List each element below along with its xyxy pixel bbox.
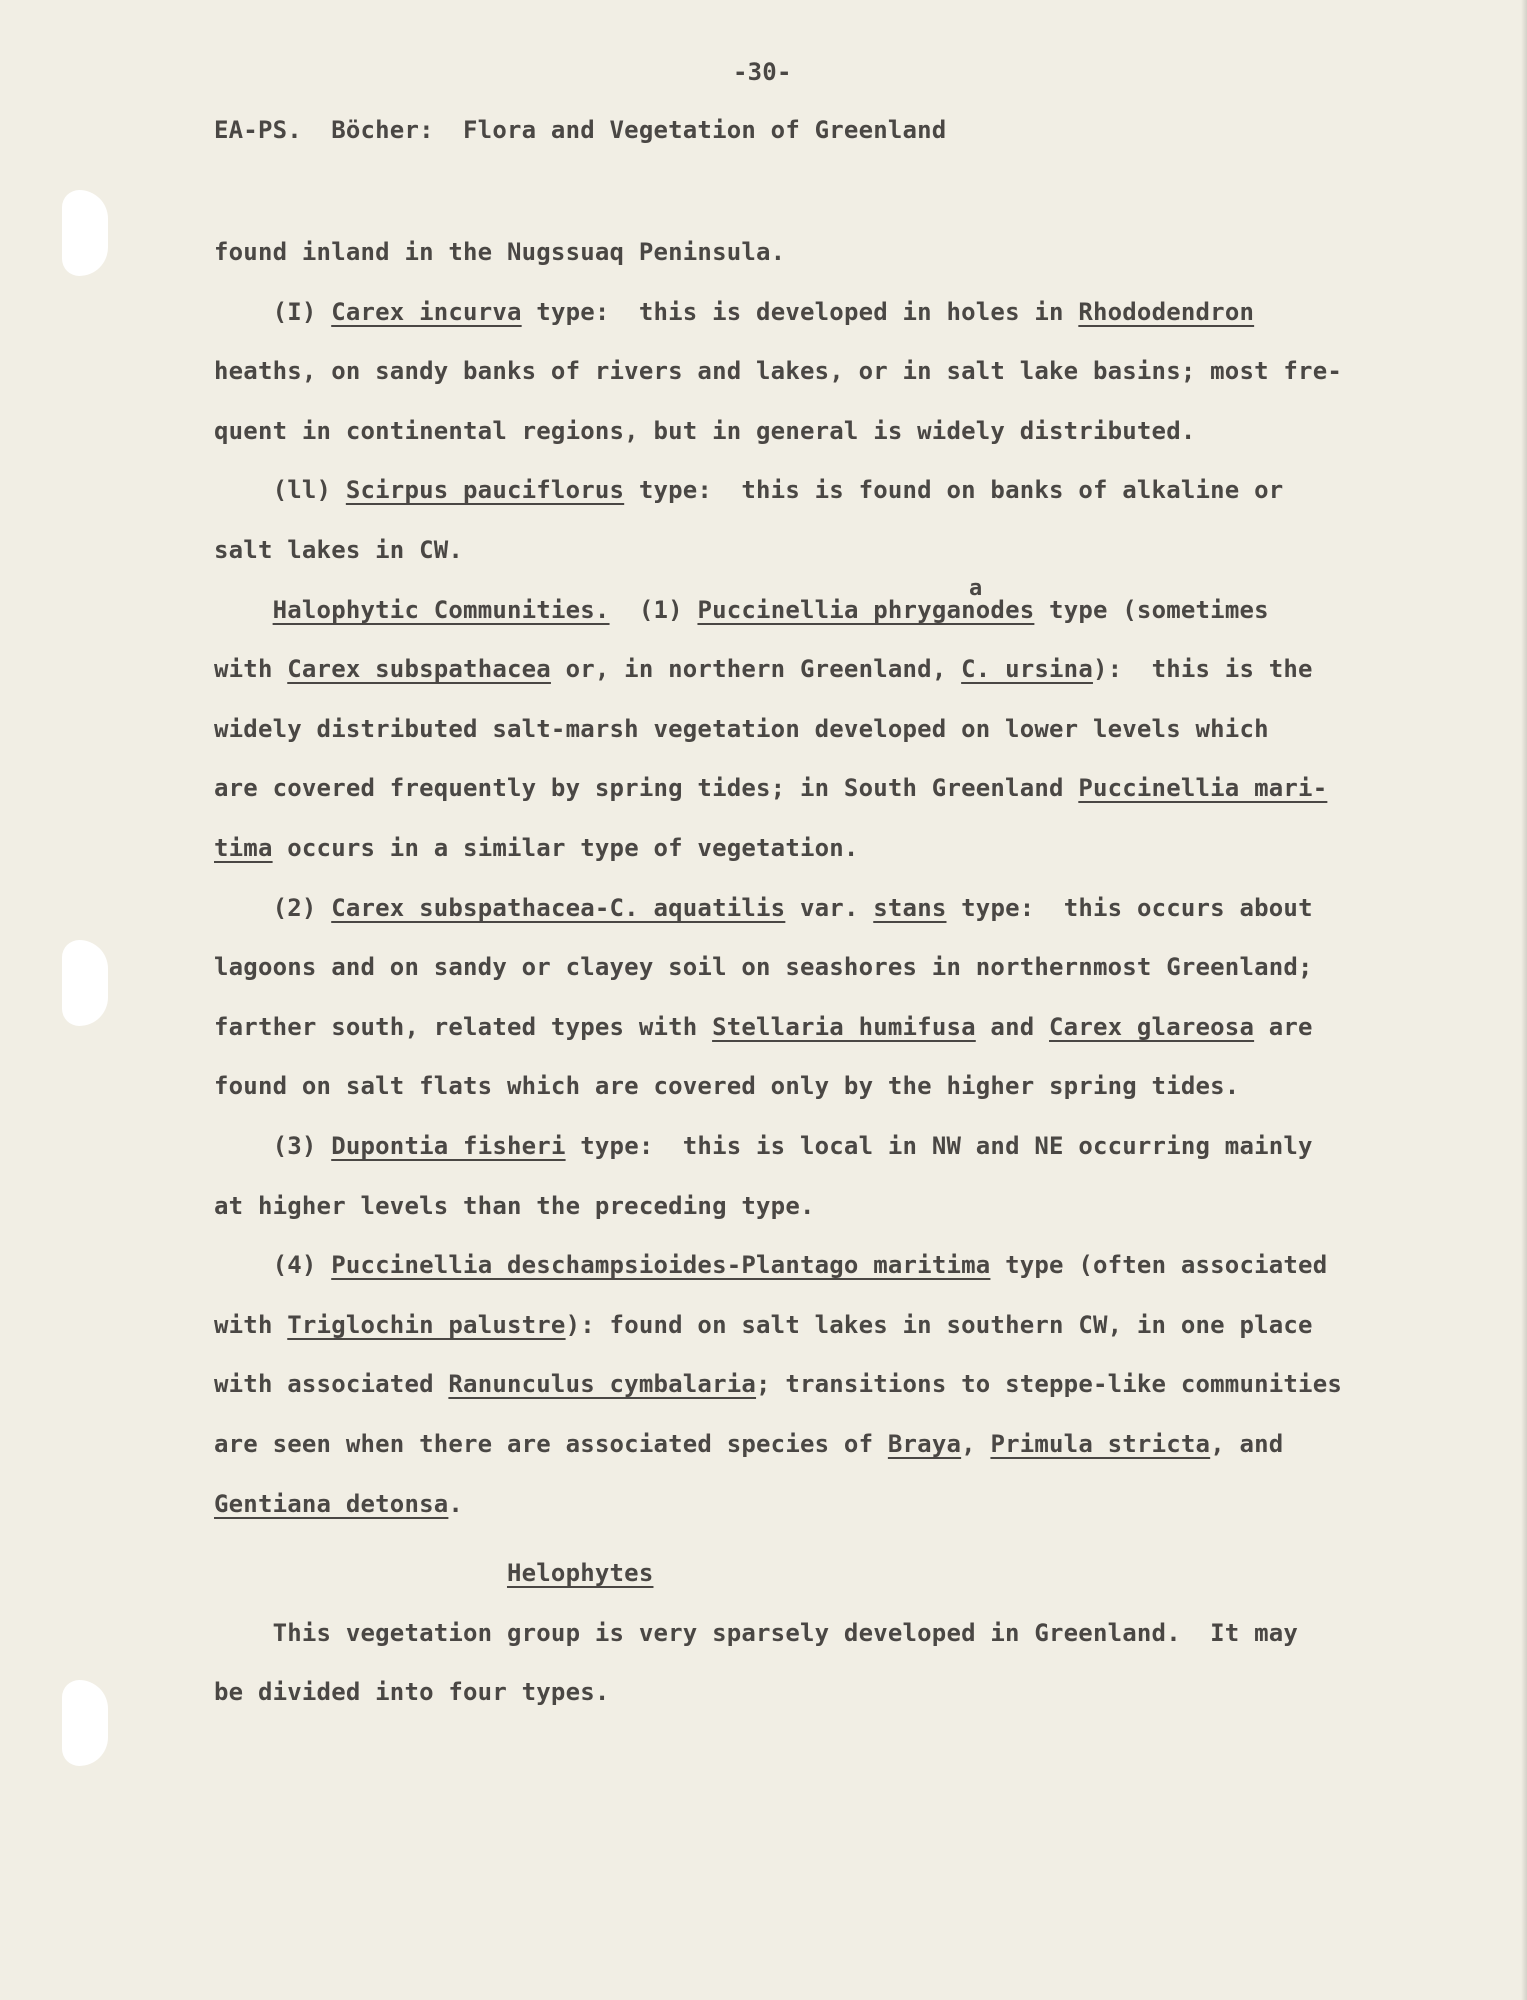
text-run: This vegetation group is very sparsely developed in Greenland. It may xyxy=(214,1619,1299,1647)
text-line xyxy=(214,834,859,862)
text-line xyxy=(214,1490,463,1518)
text-run: found inland in the Nugssuaq Peninsula. xyxy=(214,238,786,266)
underlined-term: stans xyxy=(873,894,947,922)
text-line xyxy=(214,1192,815,1220)
text-run: ): found on salt lakes in southern CW, in one place xyxy=(565,1311,1313,1339)
text-run: farther south, related types with xyxy=(214,1013,713,1041)
underlined-term: Ranunculus cymbalaria xyxy=(448,1370,757,1398)
text-run: (I) xyxy=(214,298,332,326)
text-line xyxy=(214,417,1196,445)
text-line xyxy=(214,476,1283,504)
text-run: (1) xyxy=(609,596,698,624)
text-run: type (sometimes xyxy=(1034,596,1269,624)
underlined-term: Carex incurva xyxy=(331,298,522,326)
text-run: with xyxy=(214,655,288,683)
text-run: are seen when there are associated species of xyxy=(214,1430,888,1458)
text-run: found on salt flats which are covered only by the higher spring tides. xyxy=(214,1072,1240,1100)
punch-hole xyxy=(62,1680,108,1766)
punch-hole xyxy=(62,940,108,1026)
text-run xyxy=(214,1559,507,1587)
text-run: occurs in a similar type of vegetation. xyxy=(272,834,859,862)
text-line xyxy=(214,1311,1313,1339)
text-run: type: this is found on banks of alkaline or xyxy=(624,476,1284,504)
handwritten-insertion: a xyxy=(969,576,983,601)
text-line xyxy=(214,1013,1313,1041)
underlined-term: Helophytes xyxy=(506,1559,654,1587)
underlined-term: Primula stricta xyxy=(990,1430,1211,1458)
underlined-term: Puccinellia deschampsioides-Plantago maritima xyxy=(331,1251,991,1279)
text-line xyxy=(214,1132,1313,1160)
text-run: heaths, on sandy banks of rivers and lakes, or in salt lake basins; most fre- xyxy=(214,357,1342,385)
underlined-term: tima xyxy=(214,834,273,862)
text-run: (2) xyxy=(214,894,332,922)
text-run: type: this occurs about xyxy=(946,894,1313,922)
text-run: , and xyxy=(1210,1430,1284,1458)
text-line xyxy=(214,1559,653,1587)
text-run: ; transitions to steppe-like communities xyxy=(756,1370,1342,1398)
text-line xyxy=(214,1251,1327,1279)
text-line xyxy=(214,715,1269,743)
text-run: , xyxy=(961,1430,991,1458)
text-line xyxy=(214,298,1254,326)
underlined-term: Carex subspathacea-C. aquatilis xyxy=(331,894,786,922)
text-run: (4) xyxy=(214,1251,332,1279)
text-run: widely distributed salt-marsh vegetation developed on lower levels which xyxy=(214,715,1269,743)
underlined-term: Gentiana detonsa xyxy=(214,1490,449,1518)
text-run: ): this is the xyxy=(1092,655,1313,683)
underlined-term: Braya xyxy=(887,1430,962,1458)
page-number: -30- xyxy=(733,58,792,86)
text-run xyxy=(214,596,273,624)
text-run: (3) xyxy=(214,1132,332,1160)
text-line xyxy=(214,357,1342,385)
text-run: salt lakes in CW. xyxy=(214,536,464,564)
underlined-term: Puccinellia mari- xyxy=(1078,774,1328,802)
text-run: with associated xyxy=(214,1370,449,1398)
text-line xyxy=(214,655,1313,683)
underlined-term: Triglochin palustre xyxy=(287,1311,566,1339)
underlined-term: Halophytic Communities. xyxy=(272,596,610,624)
underlined-term: Puccinellia phryganodes xyxy=(697,596,1035,624)
text-run: type: this is local in NW and NE occurring mainly xyxy=(565,1132,1313,1160)
text-run: be divided into four types. xyxy=(214,1678,610,1706)
text-run: quent in continental regions, but in general is widely distributed. xyxy=(214,417,1196,445)
underlined-term: Rhododendron xyxy=(1078,298,1255,326)
text-line xyxy=(214,774,1327,802)
punch-hole xyxy=(62,190,108,276)
text-run: var. xyxy=(785,894,874,922)
text-run: lagoons and on sandy or clayey soil on seashores in northernmost Greenland; xyxy=(214,953,1313,981)
text-line xyxy=(214,238,785,266)
running-header: EA-PS. Böcher: Flora and Vegetation of Greenland xyxy=(214,116,947,144)
text-run: and xyxy=(975,1013,1050,1041)
underlined-term: Carex subspathacea xyxy=(287,655,551,683)
text-run: type: this is developed in holes in xyxy=(521,298,1079,326)
text-run: . xyxy=(448,1490,464,1518)
text-run: (ll) xyxy=(214,476,346,504)
underlined-term: Carex glareosa xyxy=(1049,1013,1255,1041)
text-line xyxy=(214,1370,1342,1398)
underlined-term: Scirpus pauciflorus xyxy=(345,476,625,504)
text-run: are xyxy=(1254,1013,1313,1041)
text-run: with xyxy=(214,1311,288,1339)
text-line xyxy=(214,1678,610,1706)
underlined-term: Dupontia fisheri xyxy=(331,1132,566,1160)
text-line xyxy=(214,894,1313,922)
text-line xyxy=(214,536,463,564)
text-line xyxy=(214,596,1269,624)
text-line xyxy=(214,1430,1283,1458)
text-line xyxy=(214,953,1313,981)
text-run: type (often associated xyxy=(990,1251,1328,1279)
text-run: or, in northern Greenland, xyxy=(550,655,962,683)
text-line xyxy=(214,1072,1239,1100)
text-run: are covered frequently by spring tides; in South Greenland xyxy=(214,774,1079,802)
underlined-term: C. ursina xyxy=(961,655,1093,683)
text-line xyxy=(214,1619,1298,1647)
underlined-term: Stellaria humifusa xyxy=(712,1013,976,1041)
text-run: at higher levels than the preceding type. xyxy=(214,1192,815,1220)
